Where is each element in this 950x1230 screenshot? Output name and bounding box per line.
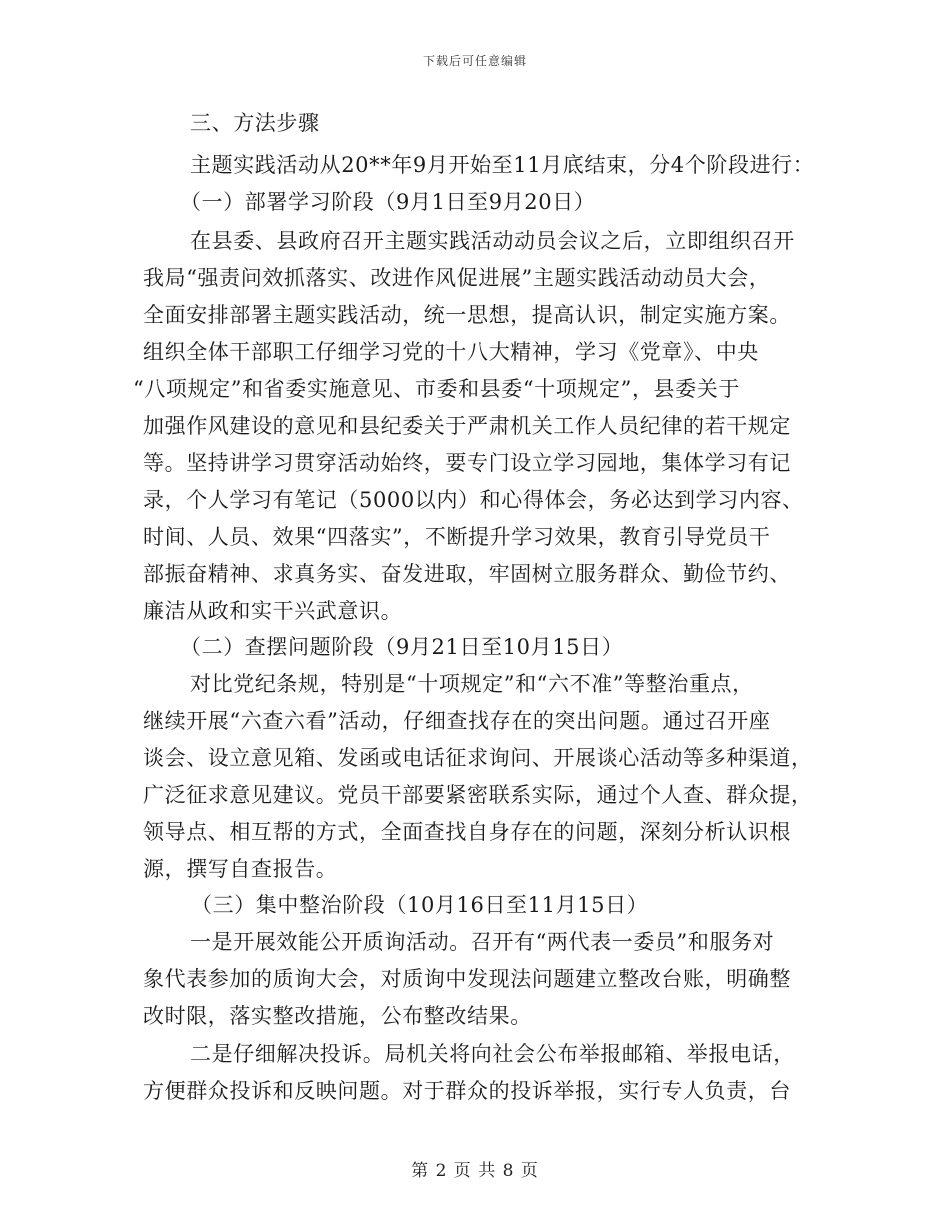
paragraph-line: 一是开展效能公开质询活动。召开有“两代表一委员”和服务对 [190, 930, 775, 954]
paragraph-line: 全面安排部署主题实践活动，统一思想，提高认识，制定实施方案。 [143, 303, 791, 327]
paragraph-line: 部振奋精神、求真务实、奋发进取，牢固树立服务群众、勤俭节约、 [143, 562, 791, 586]
section-heading: 三、方法步骤 [190, 111, 320, 135]
paragraph-line: 谈会、设立意见箱、发函或电话征求询问、开展谈心活动等多种渠道， [143, 746, 813, 770]
page-number: 第 2 页 共 8 页 [411, 1161, 539, 1181]
page-header: 下载后可任意编辑 [422, 54, 527, 68]
paragraph-line: 源，撰写自查报告。 [143, 857, 338, 881]
subsection-heading: （三）集中整治阶段（10月16日至11月15日） [191, 893, 649, 917]
paragraph-line: 象代表参加的质询大会，对质询中发现法问题建立整改台账，明确整 [143, 967, 791, 991]
paragraph-line: 时间、人员、效果“四落实”，不断提升学习效果，教育引导党员干 [143, 525, 771, 549]
paragraph-line: 方便群众投诉和反映问题。对于群众的投诉举报，实行专人负责，台 [143, 1079, 791, 1103]
subsection-heading: （一）部署学习阶段（9月1日至9月20日） [180, 190, 596, 214]
paragraph-line: 改时限，落实整改措施，公布整改结果。 [143, 1004, 532, 1028]
paragraph-line: 廉洁从政和实干兴武意识。 [143, 599, 403, 623]
paragraph-line: 我局“强责问效抓落实、改进作风促进展”主题实践活动动员大会， [143, 266, 771, 290]
paragraph-line: 加强作风建设的意见和县纪委关于严肃机关工作人员纪律的若干规定 [143, 414, 791, 438]
paragraph-line: 继续开展“六查六看”活动，仔细查找存在的突出问题。通过召开座 [143, 709, 771, 733]
paragraph-line: 组织全体干部职工仔细学习党的十八大精神，学习《党章》、中央 [143, 340, 759, 364]
paragraph-line: 在县委、县政府召开主题实践活动动员会议之后，立即组织召开 [190, 229, 795, 253]
paragraph-line: 对比党纪条规，特别是“十项规定”和“六不准”等整治重点， [190, 672, 754, 696]
paragraph-line: 主题实践活动从20**年9月开始至11月底结束，分4个阶段进行： [190, 153, 815, 177]
paragraph-line: 广泛征求意见建议。党员干部要紧密联系实际，通过个人查、群众提， [143, 783, 813, 807]
paragraph-line: 等。坚持讲学习贯穿活动始终，要专门设立学习园地，集体学习有记 [143, 451, 791, 475]
paragraph-line: “八项规定”和省委实施意见、市委和县委“十项规定”，县委关于 [133, 377, 740, 401]
paragraph-line: 录，个人学习有笔记（5000以内）和心得体会，务必达到学习内容、 [143, 488, 804, 512]
subsection-heading: （二）查摆问题阶段（9月21日至10月15日） [180, 635, 624, 659]
paragraph-line: 领导点、相互帮的方式，全面查找自身存在的问题，深刻分析认识根 [143, 820, 791, 844]
paragraph-line: 二是仔细解决投诉。局机关将向社会公布举报邮箱、举报电话， [190, 1042, 795, 1066]
